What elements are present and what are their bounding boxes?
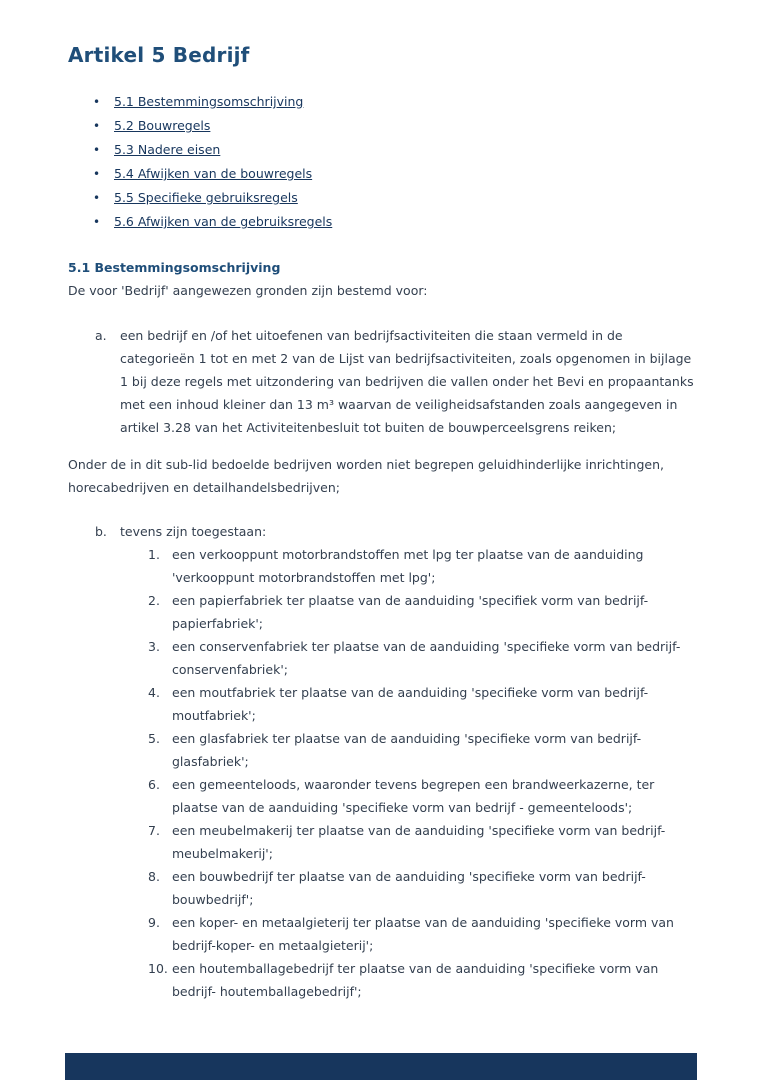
- list-item-number: 2.: [148, 593, 160, 608]
- list-item-text: een houtemballagebedrijf ter plaatse van de aanduiding 'specifieke vorm van bedrijf- houtemballagebedrijf';: [172, 961, 659, 999]
- list-item-text: een meubelmakerij ter plaatse van de aanduiding 'specifieke vorm van bedrijf-meubelmakerij';: [172, 823, 666, 861]
- bullet-icon: •: [93, 95, 101, 109]
- toc-link-5-6[interactable]: 5.6 Afwijken van de gebruiksregels: [114, 214, 333, 229]
- list-item-number: 8.: [148, 869, 160, 884]
- list-item-text: een koper- en metaalgieterij ter plaatse van de aanduiding 'specifieke vorm van bedrijf-koper- en metaalgieterij';: [172, 915, 674, 953]
- bullet-icon: •: [93, 119, 101, 133]
- clause-a-text: een bedrijf en /of het uitoefenen van bedrijfsactiviteiten die staan vermeld in de categorieën 1 tot en met 2 van de Lijst van bedrijfsactiviteiten, zoals opgenomen in bijlage 1 bij deze regels met uitzondering van bedrijven die vallen onder het Bevi en propaantanks met een inhoud kleiner dan 13 m³ waarvan de veiligheidsafstanden zoals aangegeven in artikel 3.28 van het Activiteitenbesluit tot buiten de bouwperceelsgrens reiken;: [120, 328, 694, 435]
- footer-bar: [65, 1053, 697, 1080]
- list-item: [148, 773, 697, 819]
- list-item: [148, 727, 697, 773]
- list-item: [148, 589, 697, 635]
- toc-item: [93, 186, 697, 210]
- list-item-text: een glasfabriek ter plaatse van de aanduiding 'specifieke vorm van bedrijf-glasfabriek';: [172, 731, 642, 769]
- list-item-number: 4.: [148, 685, 160, 700]
- list-item: [148, 635, 697, 681]
- toc-item: [93, 162, 697, 186]
- list-item-text: een bouwbedrijf ter plaatse van de aanduiding 'specifieke vorm van bedrijf-bouwbedrijf';: [172, 869, 646, 907]
- list-item-number: 9.: [148, 915, 160, 930]
- list-item-number: 6.: [148, 777, 160, 792]
- toc-item: [93, 90, 697, 114]
- list-item: [148, 957, 697, 1003]
- toc-item: [93, 114, 697, 138]
- toc-link-5-3[interactable]: 5.3 Nadere eisen: [114, 142, 221, 157]
- list-item-number: 1.: [148, 547, 160, 562]
- list-item: [148, 819, 697, 865]
- clause-a-marker: a.: [95, 328, 107, 343]
- list-item-text: een gemeenteloods, waaronder tevens begrepen een brandweerkazerne, ter plaatse van de aanduiding 'specifieke vorm van bedrijf - gemeenteloods';: [172, 777, 655, 815]
- list-item-number: 3.: [148, 639, 160, 654]
- clause-b-text: tevens zijn toegestaan:: [120, 524, 267, 539]
- list-item-number: 7.: [148, 823, 160, 838]
- bullet-icon: •: [93, 215, 101, 229]
- toc-link-5-5[interactable]: 5.5 Specifieke gebruiksregels: [114, 190, 298, 205]
- list-item: [148, 681, 697, 727]
- list-item-number: 10.: [148, 961, 168, 976]
- section-heading: 5.1 Bestemmingsomschrijving: [68, 260, 281, 275]
- bullet-icon: •: [93, 191, 101, 205]
- list-item-number: 5.: [148, 731, 160, 746]
- list-item: [148, 543, 697, 589]
- section-intro: De voor 'Bedrijf' aangewezen gronden zijn bestemd voor:: [68, 283, 428, 298]
- list-item-text: een papierfabriek ter plaatse van de aanduiding 'specifiek vorm van bedrijf-papierfabriek';: [172, 593, 649, 631]
- list-item: [148, 865, 697, 911]
- list-item-text: een conservenfabriek ter plaatse van de aanduiding 'specifieke vorm van bedrijf-conservenfabriek';: [172, 639, 681, 677]
- clause-b: [68, 520, 697, 543]
- toc-item: [93, 210, 697, 234]
- list-item: [148, 911, 697, 957]
- table-of-contents: [68, 90, 697, 234]
- toc-item: [93, 138, 697, 162]
- clause-b-sublist: [68, 543, 697, 1003]
- toc-link-5-1[interactable]: 5.1 Bestemmingsomschrijving: [114, 94, 304, 109]
- clause-b-marker: b.: [95, 524, 107, 539]
- list-item-text: een moutfabriek ter plaatse van de aanduiding 'specifieke vorm van bedrijf-moutfabriek';: [172, 685, 649, 723]
- bullet-icon: •: [93, 143, 101, 157]
- list-item-text: een verkooppunt motorbrandstoffen met lpg ter plaatse van de aanduiding 'verkooppunt motorbrandstoffen met lpg';: [172, 547, 644, 585]
- clause-note: Onder de in dit sub-lid bedoelde bedrijven worden niet begrepen geluidhinderlijke inrichtingen, horecabedrijven en detailhandelsbedrijven;: [68, 457, 664, 495]
- toc-link-5-4[interactable]: 5.4 Afwijken van de bouwregels: [114, 166, 313, 181]
- bullet-icon: •: [93, 167, 101, 181]
- clause-a: [68, 324, 697, 439]
- page-title: Artikel 5 Bedrijf: [68, 43, 250, 67]
- toc-link-5-2[interactable]: 5.2 Bouwregels: [114, 118, 211, 133]
